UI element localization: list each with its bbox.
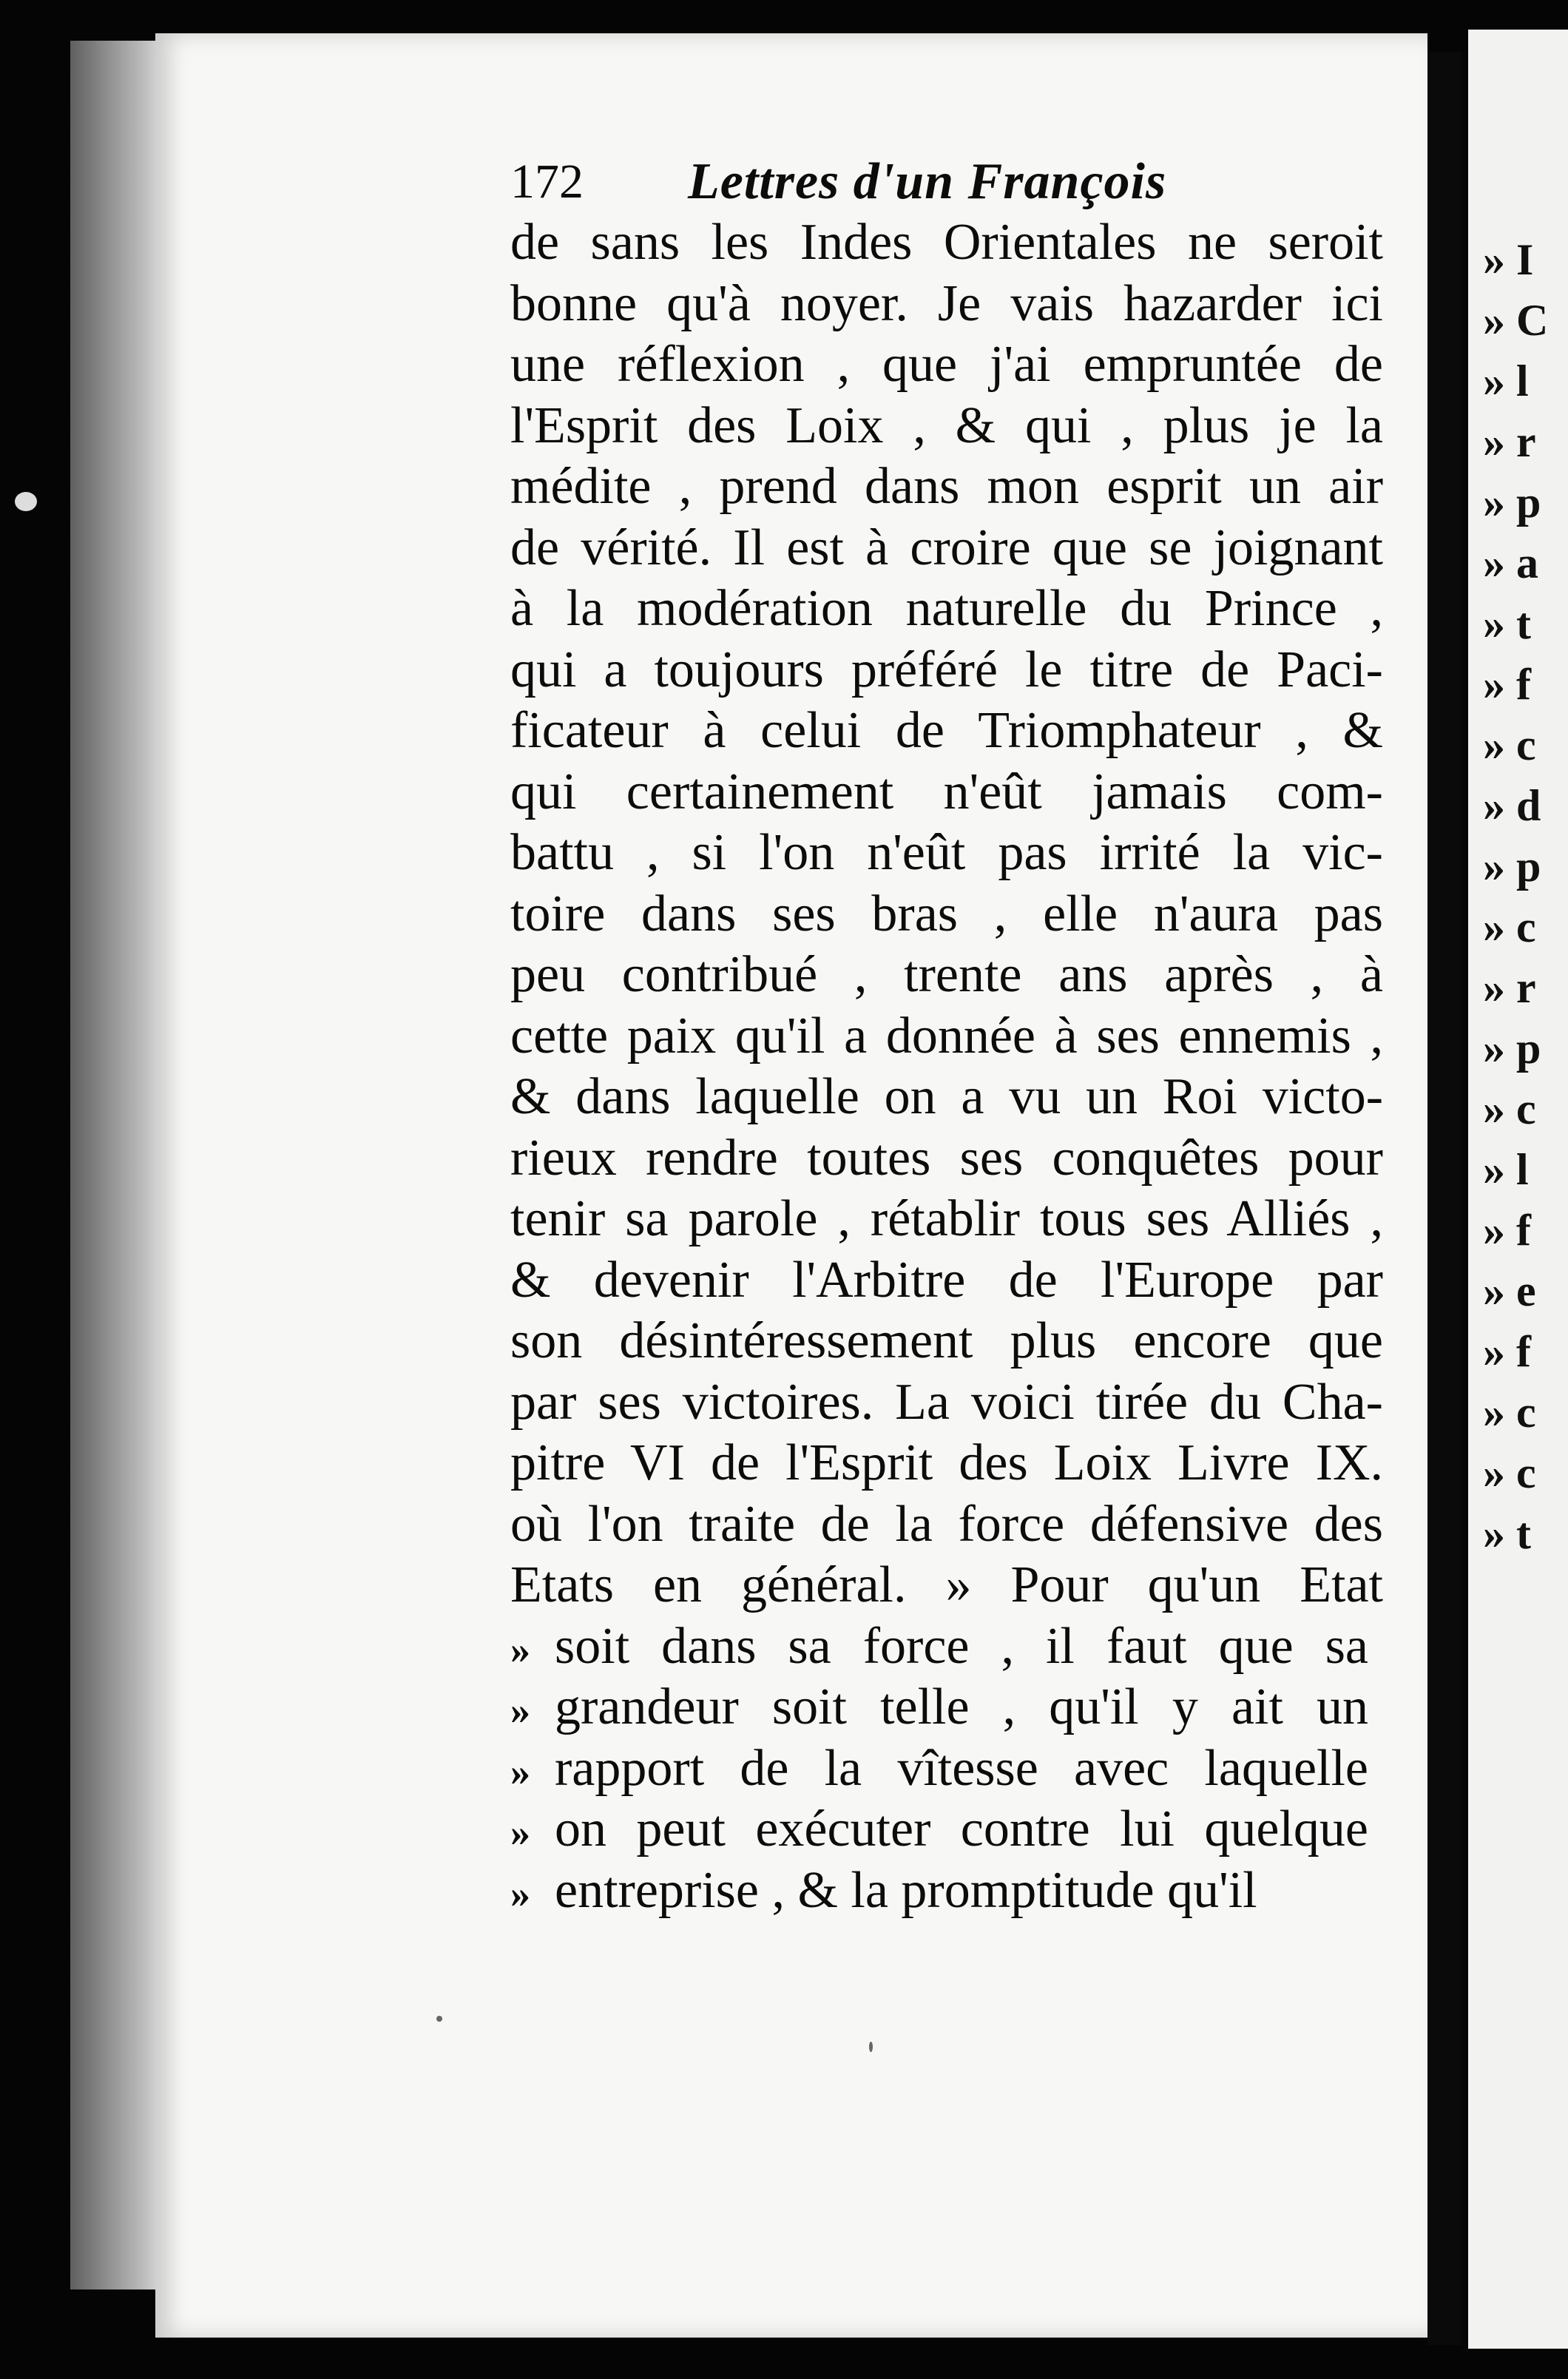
right-page-mark: » c: [1483, 1448, 1536, 1497]
quote-line: [510, 1677, 1383, 1738]
right-page-mark: » f: [1483, 1327, 1531, 1376]
right-page-mark: » C: [1483, 296, 1549, 345]
text-line: & dans laquelle on a vu un Roi victo-: [510, 1068, 1383, 1125]
running-head: Lettres d'un François: [688, 152, 1167, 210]
text-line: médite , prend dans mon esprit un air: [510, 458, 1383, 515]
text-line: de sans les Indes Orientales ne seroit: [510, 214, 1383, 271]
quote-text: entreprise , & la promptitude qu'il: [555, 1861, 1257, 1919]
text-line: son désintéressement plus encore que: [510, 1312, 1383, 1369]
right-page-mark: » I: [1483, 235, 1534, 284]
book-spine-edge: [70, 41, 159, 2289]
quote-mark: »: [510, 1810, 530, 1855]
text-line: où l'on traite de la force défensive des: [510, 1495, 1383, 1553]
right-page-mark: » t: [1483, 599, 1531, 648]
right-page-mark: » p: [1483, 842, 1541, 891]
quote-line: [510, 1860, 1383, 1922]
page-gutter: [1427, 52, 1461, 2345]
right-page-mark: » l: [1483, 357, 1529, 405]
text-line: toire dans ses bras , elle n'aura pas: [510, 885, 1383, 942]
ink-speck: [436, 2016, 442, 2022]
text-line: cette paix qu'il a donnée à ses ennemis ,: [510, 1007, 1383, 1064]
right-page-mark: » c: [1483, 721, 1536, 769]
text-line: par ses victoires. La voici tirée du Cha-: [510, 1373, 1383, 1431]
text-line: l'Esprit des Loix , & qui , plus je la: [510, 396, 1383, 454]
quote-line: [510, 1616, 1383, 1678]
text-line: & devenir l'Arbitre de l'Europe par: [510, 1251, 1383, 1309]
text-line: peu contribué , trente ans après , à: [510, 946, 1383, 1003]
right-page-mark: » p: [1483, 1024, 1541, 1073]
right-page-mark: » c: [1483, 1084, 1536, 1133]
text-line: battu , si l'on n'eût pas irrité la vic-: [510, 824, 1383, 881]
quote-mark: »: [510, 1688, 530, 1732]
right-page-mark: » d: [1483, 781, 1541, 830]
quote-line: [510, 1738, 1383, 1800]
text-line: à la modération naturelle du Prince ,: [510, 580, 1383, 637]
text-line: bonne qu'à noyer. Je vais hazarder ici: [510, 274, 1383, 332]
quotation-block: [510, 1616, 1383, 1922]
right-page-mark: » f: [1483, 660, 1531, 709]
right-page-mark: » l: [1483, 1145, 1529, 1194]
page-header: [510, 152, 1383, 212]
text-line: une réflexion , que j'ai empruntée de: [510, 336, 1383, 393]
right-page-mark: » r: [1483, 417, 1536, 466]
text-line: pitre VI de l'Esprit des Loix Livre IX.: [510, 1434, 1383, 1491]
page-text-block: [510, 152, 1383, 1921]
text-line: qui a toujours préféré le titre de Paci-: [510, 641, 1383, 698]
right-page-mark: » e: [1483, 1266, 1536, 1315]
right-page-mark: » a: [1483, 539, 1538, 587]
ink-speck: [15, 492, 37, 511]
quote-text: soit dans sa force , il faut que sa: [555, 1617, 1368, 1675]
right-page-mark: » p: [1483, 478, 1541, 527]
quote-line: [510, 1799, 1383, 1860]
quote-mark: »: [510, 1871, 530, 1916]
text-line: Etats en général. » Pour qu'un Etat: [510, 1556, 1383, 1613]
quote-mark: »: [510, 1749, 530, 1794]
right-page-mark: » t: [1483, 1509, 1531, 1558]
body-paragraph: [510, 212, 1383, 1616]
text-line: de vérité. Il est à croire que se joignant: [510, 519, 1383, 576]
text-line: rieux rendre toutes ses conquêtes pour: [510, 1129, 1383, 1187]
page-number: 172: [510, 154, 584, 209]
right-page-mark: » f: [1483, 1206, 1531, 1255]
text-line: qui certainement n'eût jamais com-: [510, 763, 1383, 820]
text-line: ficateur à celui de Triomphateur , &: [510, 702, 1383, 759]
right-page-mark: » r: [1483, 963, 1536, 1012]
text-line: tenir sa parole , rétablir tous ses Alliés ,: [510, 1190, 1383, 1247]
ink-speck: [869, 2042, 873, 2052]
quote-text: grandeur soit telle , qu'il y ait un: [555, 1678, 1368, 1735]
right-page-mark: » c: [1483, 902, 1536, 951]
quote-text: rapport de la vîtesse avec laquelle: [555, 1739, 1368, 1797]
quote-mark: »: [510, 1627, 530, 1672]
quote-text: on peut exécuter contre lui quelque: [555, 1801, 1368, 1857]
right-page-quote-marks: [1483, 229, 1564, 1564]
right-page-mark: » c: [1483, 1388, 1536, 1437]
